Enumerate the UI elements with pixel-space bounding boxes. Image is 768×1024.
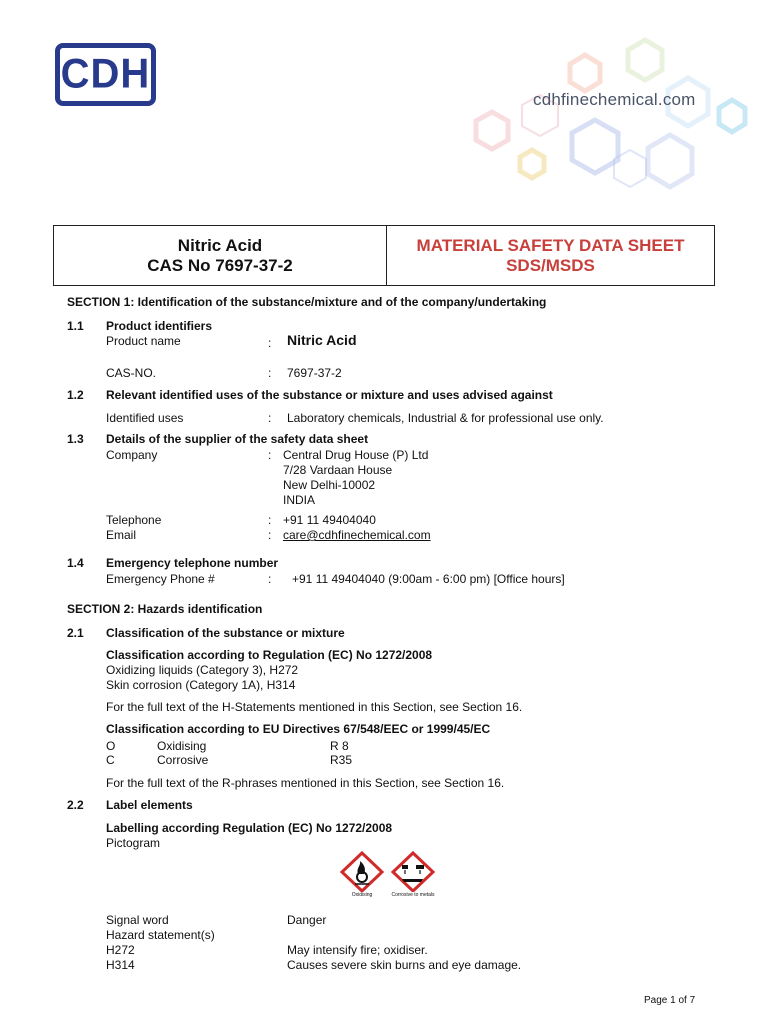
s11-title: Product identifiers — [106, 319, 213, 333]
colon: : — [268, 448, 272, 462]
clp-line: Oxidizing liquids (Category 3), H272 — [106, 663, 299, 677]
company-label: Company — [106, 448, 158, 462]
sheet-subtitle: SDS/MSDS — [506, 255, 595, 275]
eu-name: Oxidising — [157, 739, 207, 753]
pictogram-label: Pictogram — [106, 836, 161, 850]
eu-code: C — [106, 753, 115, 767]
casno-value: 7697-37-2 — [287, 366, 342, 380]
s12-number: 1.2 — [67, 388, 84, 402]
company-line: INDIA — [283, 493, 316, 507]
eu-phrase: R 8 — [330, 739, 349, 753]
hazard-text: Causes severe skin burns and eye damage. — [287, 958, 522, 972]
identified-uses-value: Laboratory chemicals, Industrial & for professional use only. — [287, 411, 604, 425]
h-statements-note: For the full text of the H-Statements mentioned in this Section, see Section 16. — [106, 700, 523, 714]
r-phrases-note: For the full text of the R-phrases mentioned in this Section, see Section 16. — [106, 776, 505, 790]
website-url[interactable]: cdhfinechemical.com — [533, 90, 696, 109]
sheet-title: MATERIAL SAFETY DATA SHEET — [416, 235, 685, 255]
company-line: Central Drug House (P) Ltd — [283, 448, 429, 462]
eu-name: Corrosive — [157, 753, 209, 767]
hazard-code: H314 — [106, 958, 135, 972]
product-title-cell — [54, 226, 387, 285]
section2-heading: SECTION 2: Hazards identification — [67, 602, 263, 616]
telephone-label: Telephone — [106, 513, 162, 527]
colon: : — [268, 513, 272, 527]
s22-title: Label elements — [106, 798, 193, 812]
s22-number: 2.2 — [67, 798, 84, 812]
emergency-phone-value: +91 11 49404040 (9:00am - 6:00 pm) [Office hours] — [292, 572, 565, 586]
company-line: New Delhi-10002 — [283, 478, 376, 492]
colon: : — [268, 336, 272, 350]
hazard-text: May intensify fire; oxidiser. — [287, 943, 428, 957]
s14-title: Emergency telephone number — [106, 556, 279, 570]
colon: : — [268, 366, 272, 380]
logo-text: CDH — [60, 50, 151, 98]
page-number: Page 1 of 7 — [644, 995, 696, 1006]
corrosive-pictogram — [383, 850, 443, 897]
casno-label: CAS-NO. — [106, 366, 157, 380]
signal-word-value: Danger — [287, 913, 327, 927]
product-name-label: Product name — [106, 334, 181, 348]
s12-title: Relevant identified uses of the substance or mixture and uses advised against — [106, 388, 553, 402]
colon: : — [268, 411, 272, 425]
eu-code: O — [106, 739, 116, 753]
sheet-title-cell — [387, 226, 714, 285]
pictogram-caption: Corrosive to metals — [391, 892, 435, 898]
title-box — [53, 225, 715, 286]
hazard-code: H272 — [106, 943, 135, 957]
colon: : — [268, 528, 272, 542]
corrosion-icon — [383, 850, 443, 892]
company-line: 7/28 Vardaan House — [283, 463, 393, 477]
pictogram-caption: Oxidising — [351, 892, 373, 898]
s21-title: Classification of the substance or mixture — [106, 626, 345, 640]
colon: : — [268, 572, 272, 586]
section1-heading: SECTION 1: Identification of the substance/mixture and of the company/undertaking — [67, 295, 547, 309]
eu-phrase: R35 — [330, 753, 353, 767]
s13-number: 1.3 — [67, 432, 84, 446]
s13-title: Details of the supplier of the safety data sheet — [106, 432, 369, 446]
s11-number: 1.1 — [67, 319, 84, 333]
s14-number: 1.4 — [67, 556, 84, 570]
emergency-phone-label: Emergency Phone # — [106, 572, 215, 586]
product-title: Nitric Acid — [177, 235, 263, 255]
clp-line: Skin corrosion (Category 1A), H314 — [106, 678, 296, 692]
labelling-heading: Labelling according Regulation (EC) No 1272/2008 — [106, 821, 393, 835]
identified-uses-label: Identified uses — [106, 411, 184, 425]
eu-heading: Classification according to EU Directives 67/548/EEC or 1999/45/EC — [106, 722, 491, 736]
cas-title: CAS No 7697-37-2 — [147, 255, 293, 275]
product-name-value: Nitric Acid — [287, 332, 357, 348]
s21-number: 2.1 — [67, 626, 84, 640]
email-link[interactable]: care@cdhfinechemical.com — [283, 528, 431, 542]
hazard-statements-label: Hazard statement(s) — [106, 928, 215, 942]
email-label: Email — [106, 528, 137, 542]
cdh-logo — [55, 43, 156, 106]
telephone-value: +91 11 49404040 — [283, 513, 376, 527]
signal-word-label: Signal word — [106, 913, 169, 927]
clp-heading: Classification according to Regulation (EC) No 1272/2008 — [106, 648, 433, 662]
